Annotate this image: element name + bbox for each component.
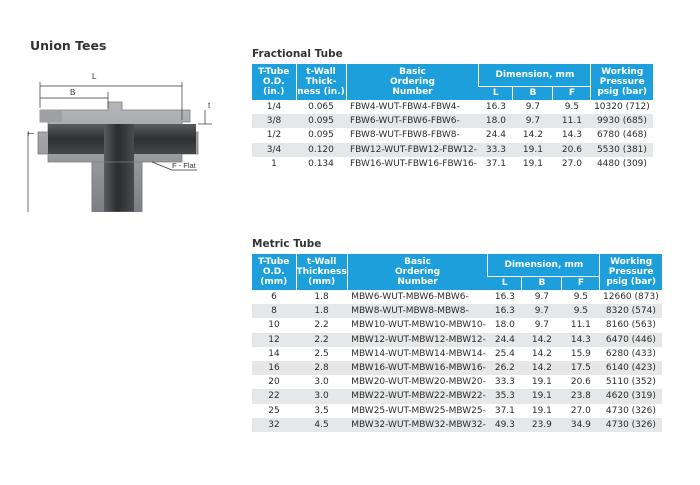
col-F: F <box>562 276 600 290</box>
col-L: L <box>488 276 522 290</box>
cell-od: 6 <box>271 292 277 303</box>
dim-label-B: B <box>70 88 76 97</box>
table-row <box>252 290 662 304</box>
cell-L: 18.0 <box>479 114 513 128</box>
tube-left <box>40 110 62 122</box>
table-row <box>252 404 662 418</box>
cell-ordering: MBW20-WUT-MBW20-MBW20- <box>351 377 486 388</box>
cell-od: 12 <box>252 333 296 347</box>
col-wall <box>296 64 346 100</box>
cell-B: 9.7 <box>534 292 550 303</box>
cell-B: 14.2 <box>522 333 562 347</box>
table-row <box>252 375 662 389</box>
cell-F: 20.6 <box>570 377 591 388</box>
cell-wall: 0.095 <box>296 114 346 128</box>
col-pressure <box>591 64 653 100</box>
col-ordering <box>347 254 488 290</box>
col-B: B <box>513 86 553 100</box>
header-pressure-line1: Working <box>601 67 644 77</box>
cell-B: 9.7 <box>525 102 541 113</box>
cell-B: 9.7 <box>522 304 562 318</box>
cell-F: 11.1 <box>570 320 591 331</box>
cell-ordering: MBW16-WUT-MBW16-MBW16- <box>347 361 488 375</box>
cell-L: 26.2 <box>488 361 522 375</box>
header-pressure-line3: psig (bar) <box>606 277 656 287</box>
col-B: B <box>522 276 562 290</box>
cell-ordering: MBW6-WUT-MBW6-MBW6- <box>351 292 469 303</box>
header-od-line1: T-Tube <box>258 257 290 267</box>
cell-pressure: 6470 (446) <box>600 333 662 347</box>
tube-branch <box>104 124 134 212</box>
cell-wall: 0.095 <box>308 130 334 141</box>
cell-L: 49.3 <box>488 418 522 432</box>
header-pressure-line2: Pressure <box>599 77 645 87</box>
header-od-line2: O.D. <box>262 77 285 87</box>
cell-L: 33.3 <box>494 377 515 388</box>
table-row <box>252 347 662 361</box>
cell-F: 14.3 <box>561 130 582 141</box>
header-od-line2: O.D. <box>262 267 285 277</box>
col-pressure <box>600 254 662 290</box>
header-ordering-line1: Basic <box>399 67 426 77</box>
cell-pressure: 8160 (563) <box>605 320 656 331</box>
cell-F: 9.5 <box>562 304 600 318</box>
table-row <box>252 304 662 318</box>
table-row <box>252 128 653 142</box>
col-od <box>252 254 296 290</box>
header-od-line3: (mm) <box>260 277 288 287</box>
header-od-line3: (in.) <box>263 87 285 97</box>
cell-wall: 4.5 <box>296 418 347 432</box>
col-dimension: Dimension, mm <box>488 254 600 276</box>
cell-od: 16 <box>252 361 296 375</box>
cell-F: 20.6 <box>553 143 591 157</box>
header-ordering-line2: Ordering <box>389 77 435 87</box>
cell-ordering: MBW8-WUT-MBW8-MBW8- <box>347 304 488 318</box>
cell-od: 22 <box>252 389 296 403</box>
table-row <box>252 114 653 128</box>
table-row <box>252 389 662 403</box>
cell-L: 16.3 <box>494 292 515 303</box>
cell-wall: 0.134 <box>308 158 334 169</box>
cell-ordering: FBW12-WUT-FBW12-FBW12- <box>346 143 479 157</box>
cell-B: 19.1 <box>531 405 552 416</box>
cell-B: 9.7 <box>513 114 553 128</box>
header-ordering-line1: Basic <box>404 257 431 267</box>
header-pressure-line2: Pressure <box>608 267 654 277</box>
header-wall-line2: Thick- <box>305 77 337 87</box>
header-ordering-line2: Ordering <box>395 267 441 277</box>
col-ordering <box>346 64 479 100</box>
cell-F: 27.0 <box>570 405 591 416</box>
cell-L: 16.3 <box>488 304 522 318</box>
cell-ordering: MBW14-WUT-MBW14-MBW14- <box>351 348 486 359</box>
col-wall <box>296 254 347 290</box>
cell-od: 1/4 <box>266 102 282 113</box>
header-wall-line2: Thickness <box>296 267 347 277</box>
cell-B: 14.2 <box>522 130 543 141</box>
cell-L: 18.0 <box>494 320 515 331</box>
cell-wall: 3.5 <box>314 405 329 416</box>
col-L: L <box>479 86 513 100</box>
dim-label-T: T <box>27 131 36 136</box>
cell-B: 19.1 <box>522 389 562 403</box>
cell-pressure: 5530 (381) <box>591 143 653 157</box>
cell-pressure: 4620 (319) <box>600 389 662 403</box>
cell-wall: 0.065 <box>308 102 334 113</box>
cell-od: 14 <box>268 348 280 359</box>
table-row <box>252 361 662 375</box>
cell-ordering: MBW12-WUT-MBW12-MBW12- <box>347 333 488 347</box>
cell-L: 37.1 <box>494 405 515 416</box>
table-row <box>252 333 662 347</box>
dim-label-t: t <box>208 101 211 110</box>
cell-F: 34.9 <box>562 418 600 432</box>
cell-ordering: MBW10-WUT-MBW10-MBW10- <box>351 320 486 331</box>
dim-label-flat: F - Flat <box>172 161 196 170</box>
table-row <box>252 143 653 157</box>
cell-L: 16.3 <box>485 102 506 113</box>
col-dimension: Dimension, mm <box>479 64 591 86</box>
cell-L: 24.4 <box>488 333 522 347</box>
cell-ordering: MBW32-WUT-MBW32-MBW32- <box>347 418 488 432</box>
cell-od: 1 <box>271 158 277 169</box>
cell-B: 19.1 <box>531 377 552 388</box>
cell-od: 3/4 <box>252 143 296 157</box>
cell-wall: 2.8 <box>296 361 347 375</box>
header-wall-line1: t-Wall <box>306 67 336 77</box>
cell-wall: 2.5 <box>314 348 329 359</box>
header-wall-line3: ness (in.) <box>297 87 345 97</box>
cell-pressure: 5110 (352) <box>605 377 656 388</box>
cell-F: 11.1 <box>553 114 591 128</box>
col-od <box>252 64 296 100</box>
cell-od: 1/2 <box>266 130 282 141</box>
dim-label-L: L <box>92 72 97 81</box>
cell-wall: 3.0 <box>296 389 347 403</box>
cell-B: 9.7 <box>534 320 550 331</box>
cell-pressure: 6780 (468) <box>596 130 647 141</box>
cell-L: 35.3 <box>488 389 522 403</box>
header-od-line1: T-Tube <box>258 67 290 77</box>
cell-B: 19.1 <box>522 158 543 169</box>
cell-B: 19.1 <box>513 143 553 157</box>
cell-od: 20 <box>268 377 280 388</box>
cell-F: 9.5 <box>573 292 589 303</box>
cell-F: 23.8 <box>562 389 600 403</box>
cell-od: 32 <box>252 418 296 432</box>
fractional-title: Fractional Tube <box>252 48 343 60</box>
cell-ordering: FBW8-WUT-FBW8-FBW8- <box>350 130 460 141</box>
cell-pressure: 10320 (712) <box>594 102 650 113</box>
cell-ordering: MBW25-WUT-MBW25-MBW25- <box>351 405 486 416</box>
cell-od: 8 <box>252 304 296 318</box>
header-wall-line3: (mm) <box>308 277 336 287</box>
fractional-table <box>252 64 653 171</box>
header-ordering-line3: Number <box>392 87 433 97</box>
table-row <box>252 318 662 332</box>
cell-od: 3/8 <box>252 114 296 128</box>
page-title: Union Tees <box>30 38 107 53</box>
cell-ordering: MBW22-WUT-MBW22-MBW22- <box>347 389 488 403</box>
cell-pressure: 6140 (423) <box>600 361 662 375</box>
cell-od: 10 <box>268 320 280 331</box>
cell-pressure: 9930 (685) <box>591 114 653 128</box>
cell-L: 37.1 <box>485 158 506 169</box>
cell-ordering: FBW16-WUT-FBW16-FBW16- <box>350 158 477 169</box>
cell-ordering: FBW6-WUT-FBW6-FBW6- <box>346 114 479 128</box>
header-pressure-line1: Working <box>610 257 653 267</box>
cell-od: 25 <box>268 405 280 416</box>
table-row <box>252 100 653 114</box>
cell-pressure: 8320 (574) <box>600 304 662 318</box>
cell-wall: 0.120 <box>296 143 346 157</box>
cell-wall: 1.8 <box>314 292 329 303</box>
cell-wall: 3.0 <box>314 377 329 388</box>
cell-F: 14.3 <box>562 333 600 347</box>
cell-wall: 1.8 <box>296 304 347 318</box>
cell-F: 27.0 <box>561 158 582 169</box>
union-tee-diagram <box>22 62 222 212</box>
table-row <box>252 418 662 432</box>
cell-F: 9.5 <box>564 102 580 113</box>
cell-pressure: 4730 (326) <box>605 405 656 416</box>
cell-L: 33.3 <box>479 143 513 157</box>
cell-pressure: 4730 (326) <box>600 418 662 432</box>
header-ordering-line3: Number <box>397 277 438 287</box>
cell-L: 25.4 <box>494 348 515 359</box>
cell-pressure: 6280 (433) <box>605 348 656 359</box>
header-pressure-line3: psig (bar) <box>597 87 647 97</box>
cell-wall: 2.2 <box>296 333 347 347</box>
cell-pressure: 12660 (873) <box>603 292 659 303</box>
cell-B: 14.2 <box>522 361 562 375</box>
cell-ordering: FBW4-WUT-FBW4-FBW4- <box>350 102 460 113</box>
cell-wall: 2.2 <box>314 320 329 331</box>
cell-F: 17.5 <box>562 361 600 375</box>
cell-B: 23.9 <box>522 418 562 432</box>
cell-L: 24.4 <box>485 130 506 141</box>
metric-table <box>252 254 662 432</box>
col-F: F <box>553 86 591 100</box>
metric-title: Metric Tube <box>252 238 322 250</box>
table-row <box>252 157 653 171</box>
header-wall-line1: t-Wall <box>306 257 337 267</box>
cell-pressure: 4480 (309) <box>596 158 647 169</box>
cell-B: 14.2 <box>531 348 552 359</box>
cell-F: 15.9 <box>570 348 591 359</box>
